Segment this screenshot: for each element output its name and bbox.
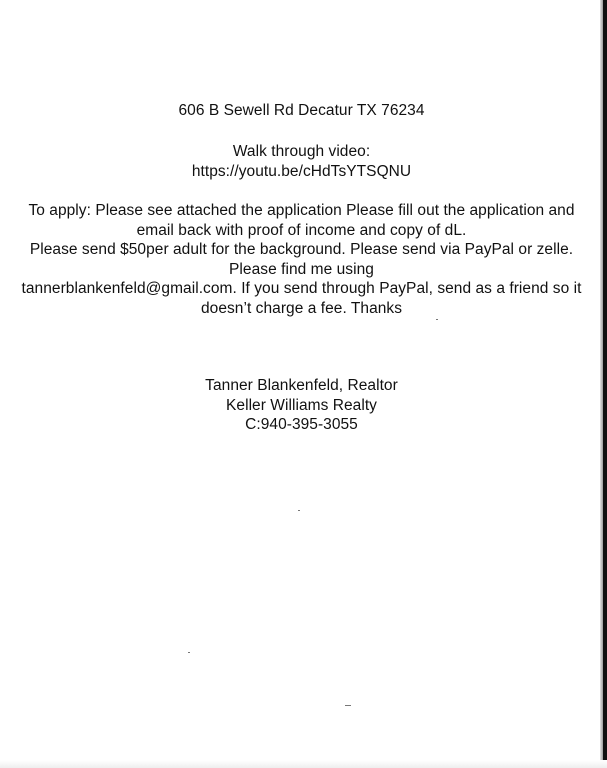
scan-speck (436, 319, 438, 320)
video-block (0, 142, 603, 181)
instruction-line: tannerblankenfeld@gmail.com. If you send through PayPal, send as a friend so it (21, 280, 582, 297)
instruction-line: To apply: Please see attached the application Please fill out the application and (28, 202, 575, 219)
instruction-line: doesn’t charge a fee. Thanks (200, 299, 403, 317)
instruction-line: Please find me using (229, 260, 374, 278)
instruction-line: email back with proof of income and copy of dL. (136, 221, 467, 239)
scan-speck (345, 705, 351, 706)
agent-company: Keller Williams Realty (226, 396, 377, 414)
video-label: Walk through video: (232, 143, 371, 160)
instructions-block (0, 201, 603, 318)
address-block (0, 101, 603, 121)
scan-speck (188, 652, 190, 653)
signature-block (0, 376, 603, 435)
instruction-line: Please send $50per adult for the background. Please send via PayPal or zelle. (29, 241, 574, 258)
agent-name: Tanner Blankenfeld, Realtor (205, 377, 398, 394)
address: 606 B Sewell Rd Decatur TX 76234 (178, 102, 425, 119)
agent-phone: C:940-395-3055 (245, 416, 358, 433)
video-url: https://youtu.be/cHdTsYTSQNU (191, 162, 412, 180)
scan-speck (298, 510, 300, 511)
bottom-shadow (0, 760, 607, 768)
page-edge (603, 0, 607, 768)
